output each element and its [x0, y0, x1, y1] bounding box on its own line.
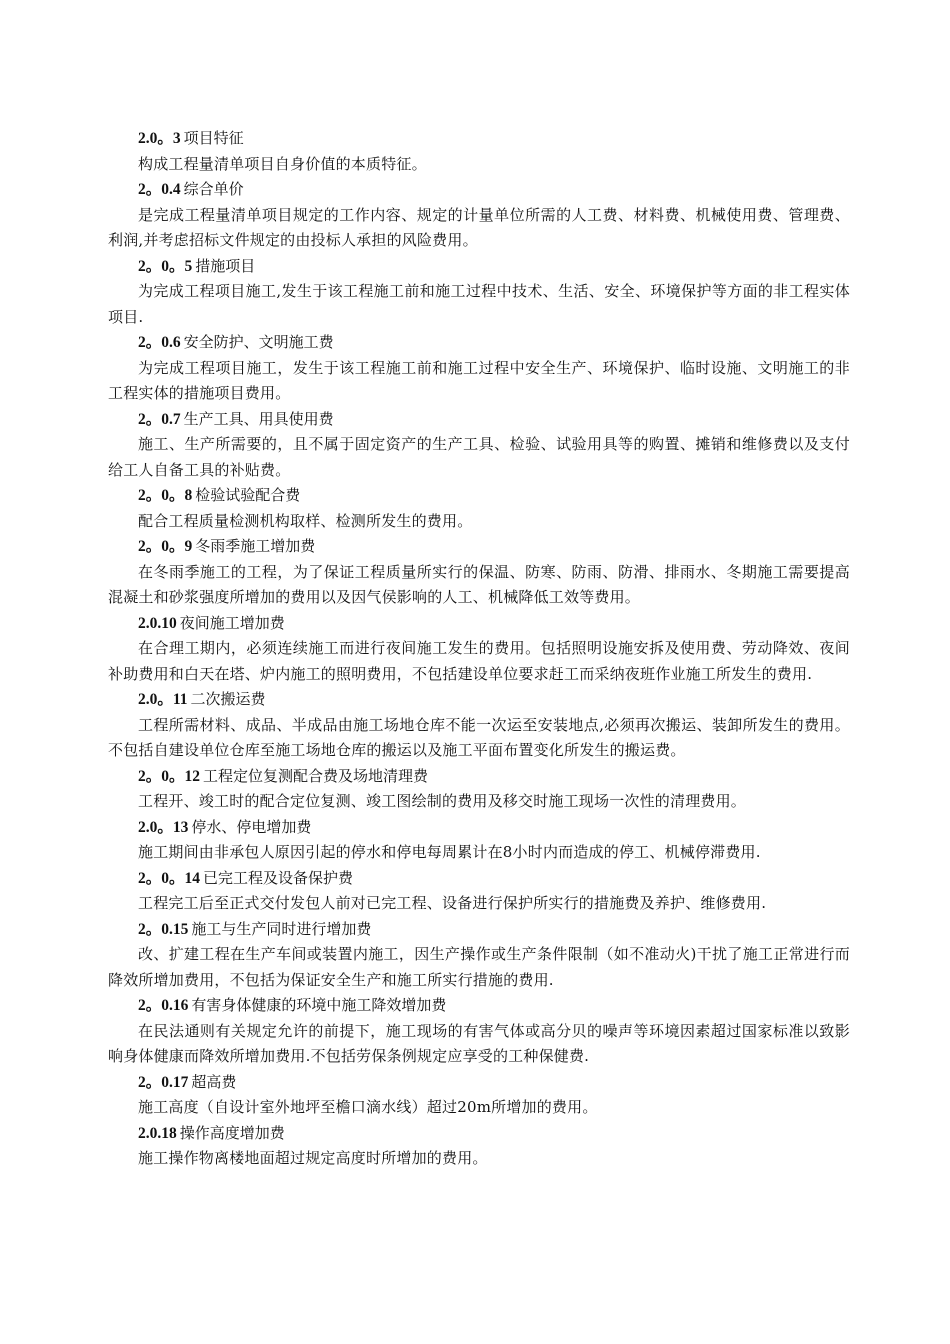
section-body: 在冬雨季施工的工程，为了保证工程质量所实行的保温、防寒、防雨、防滑、排雨水、冬期施工需要提高混凝土和砂浆强度所增加的费用以及因气侯影响的人工、机械降低工效等费用。 [108, 562, 850, 606]
section-heading [108, 534, 850, 560]
section-body: 配合工程质量检测机构取样、检测所发生的费用。 [138, 511, 473, 530]
section-number: 2。0.16 [138, 997, 189, 1014]
section-title: 项目特征 [183, 129, 244, 147]
section-number: 2.0。13 [138, 818, 189, 836]
section-title: 已完工程及设备保护费 [203, 868, 354, 887]
section-body: 工程所需材料、成品、半成品由施工场地仓库不能一次运至安装地点,必须再次搬运、装卸所发生的费用。不包括自建设单位仓库至施工场地仓库的搬运以及施工平面布置变化所发生的搬运费。 [108, 715, 850, 759]
section-title: 停水、停电增加费 [191, 817, 312, 836]
section-number: 2。0。12 [138, 767, 201, 785]
section-body: 改、扩建工程在生产车间或装置内施工，因生产操作或生产条件限制（如不准动火)干扰了施工正常进行而降效所增加费用，不包括为保证安全生产和施工所实行措施的费用. [108, 945, 850, 989]
section-body: 为完成工程项目施工,发生于该工程施工前和施工过程中技术、生活、安全、环境保护等方面的非工程实体项目. [108, 282, 850, 326]
section-body: 施工操作物离楼地面超过规定高度时所增加的费用。 [138, 1149, 488, 1167]
section-heading [108, 126, 850, 152]
section-body: 工程完工后至正式交付发包人前对已完工程、设备进行保护所实行的措施费及养护、维修费用. [138, 894, 767, 912]
section-body: 是完成工程量清单项目规定的工作内容、规定的计量单位所需的人工费、材料费、机械使用费、管理费、利润,并考虑招标文件规定的由投标人承担的风险费用。 [108, 205, 850, 249]
section-body: 施工高度（自设计室外地坪至檐口滴水线）超过20m所增加的费用。 [138, 1098, 598, 1116]
section-title: 夜间施工增加费 [179, 613, 285, 632]
section-body: 在民法通则有关规定允许的前提下，施工现场的有害气体或高分贝的噪声等环境因素超过国家标准以致影响身体健康而降效所增加费用.不包括劳保条例规定应享受的工种保健费. [108, 1021, 850, 1065]
section-heading [108, 815, 850, 841]
section-heading [108, 1070, 850, 1096]
section-title: 工程定位复测配合费及场地清理费 [203, 766, 429, 785]
section-body: 工程开、竣工时的配合定位复测、竣工图绘制的费用及移交时施工现场一次性的清理费用。 [138, 792, 747, 810]
section-title: 措施项目 [195, 256, 256, 275]
section-number: 2。0.6 [138, 334, 181, 351]
section-heading [108, 993, 850, 1019]
section-heading [108, 330, 850, 356]
section-title: 超高费 [191, 1072, 237, 1091]
document-body [108, 126, 850, 1172]
section-body: 构成工程量清单项目自身价值的本质特征。 [138, 154, 427, 173]
section-title: 操作高度增加费 [179, 1123, 285, 1142]
section-heading [108, 611, 850, 637]
section-number: 2.0。3 [138, 130, 181, 147]
section-heading [108, 254, 850, 280]
section-number: 2。0.7 [138, 410, 181, 428]
section-number: 2。0。9 [138, 538, 193, 555]
section-number: 2.0.10 [138, 614, 177, 632]
section-heading [108, 483, 850, 509]
section-heading [108, 407, 850, 433]
section-title: 检验试验配合费 [195, 486, 301, 504]
section-number: 2.0.18 [138, 1124, 177, 1142]
section-heading [108, 866, 850, 892]
section-body: 在合理工期内，必须连续施工而进行夜间施工发生的费用。包括照明设施安拆及使用费、劳动降效、夜间补助费用和白天在塔、炉内施工的照明费用，不包括建设单位要求赶工而采纳夜班作业施工所发生的费用. [108, 639, 850, 683]
section-number: 2。0。5 [138, 257, 193, 275]
section-body: 为完成工程项目施工，发生于该工程施工前和施工过程中安全生产、环境保护、临时设施、文明施工的非工程实体的措施项目费用。 [108, 358, 850, 402]
section-number: 2。0。8 [138, 487, 193, 504]
section-heading [108, 687, 850, 713]
section-title: 安全防护、文明施工费 [183, 333, 334, 351]
section-number: 2。0.4 [138, 181, 181, 198]
section-title: 冬雨季施工增加费 [195, 537, 316, 555]
section-heading [108, 177, 850, 203]
section-title: 有害身体健康的环境中施工降效增加费 [191, 996, 447, 1014]
section-heading [108, 1121, 850, 1147]
section-heading [108, 917, 850, 943]
section-body: 施工、生产所需要的，且不属于固定资产的生产工具、检验、试验用具等的购置、摊销和维修费以及支付给工人自备工具的补贴费。 [108, 435, 850, 479]
section-body: 施工期间由非承包人原因引起的停水和停电每周累计在8小时内而造成的停工、机械停滞费用. [138, 843, 761, 861]
section-number: 2。0。14 [138, 869, 201, 887]
section-number: 2.0。11 [138, 691, 188, 708]
section-number: 2。0.15 [138, 920, 189, 938]
section-number: 2。0.17 [138, 1073, 189, 1091]
section-title: 二次搬运费 [190, 690, 266, 708]
section-title: 生产工具、用具使用费 [183, 409, 334, 428]
section-title: 综合单价 [183, 180, 244, 198]
section-heading [108, 764, 850, 790]
section-title: 施工与生产同时进行增加费 [191, 919, 372, 938]
